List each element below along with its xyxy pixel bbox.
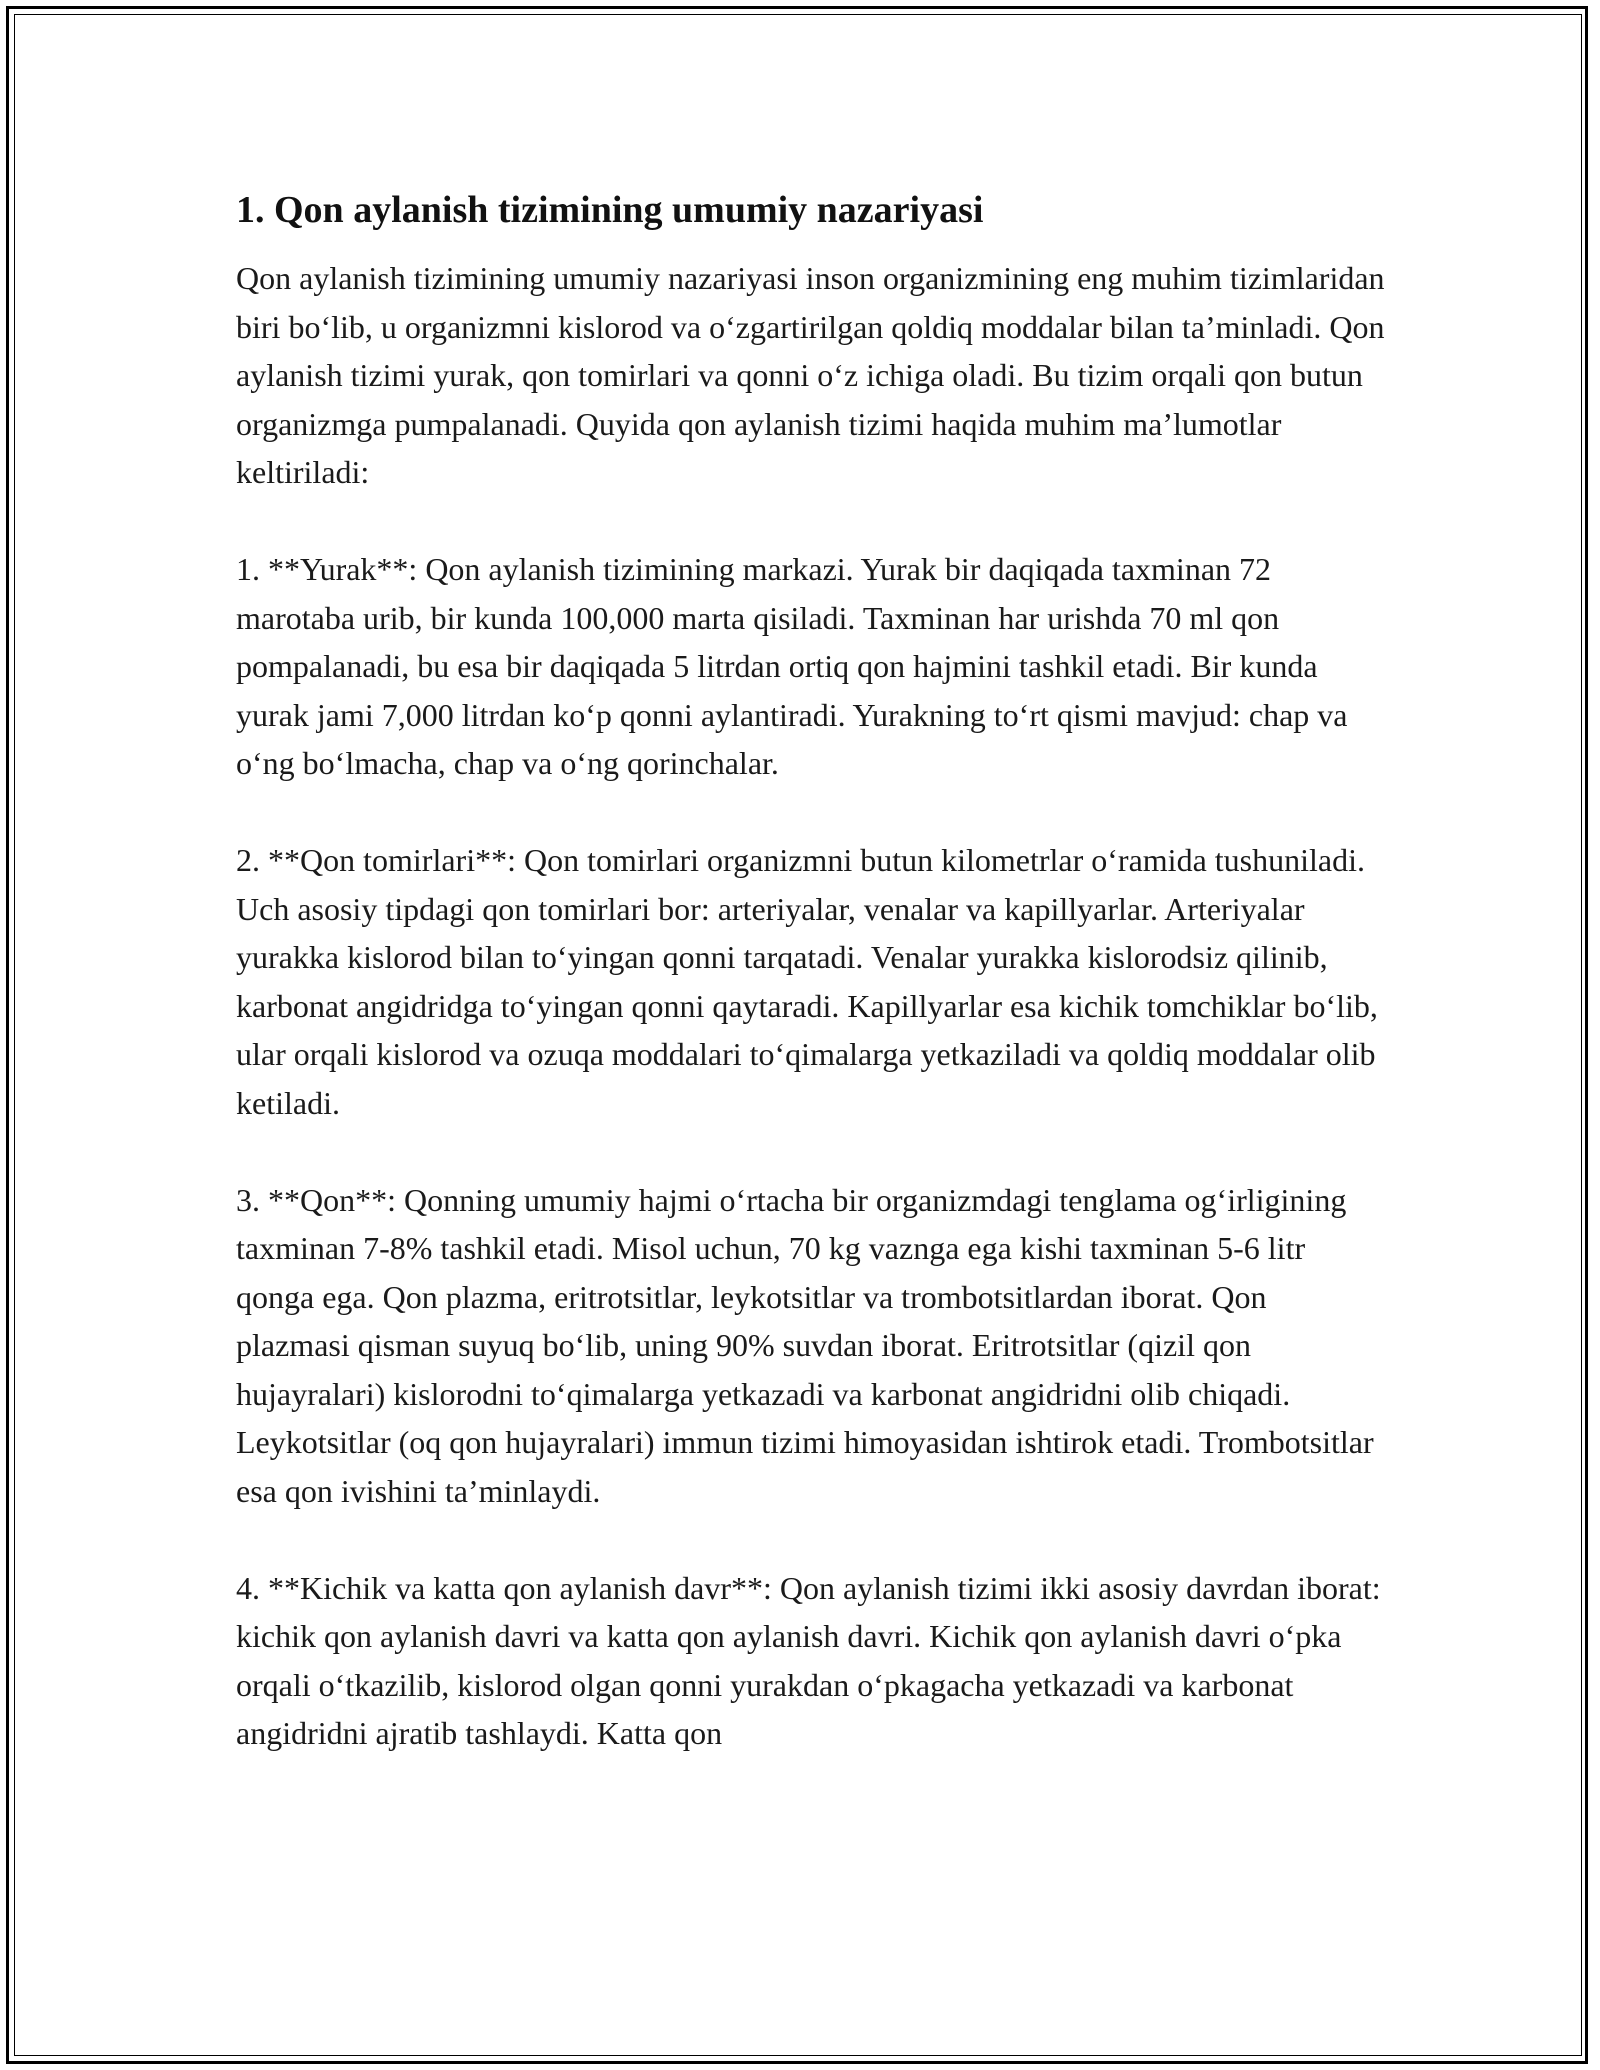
document-body [236, 186, 1386, 1806]
paragraph-blood: 3. **Qon**: Qonning umumiy hajmi o‘rtacha bir organizmdagi tenglama og‘irligining taxminan 7-8% tashkil etadi. Misol uchun, 70 kg vaznga ega kishi taxminan 5-6 litr qonga ega. Qon plazma, eritrotsitlar, leykotsitlar va trombotsitlardan iborat. Qon plazmasi qisman suyuq bo‘lib, uning 90% suvdan iborat. Eritrotsitlar (qizil qon hujayralari) kislorodni to‘qimalarga yetkazadi va karbonat angidridni olib chiqadi. Leykotsitlar (oq qon hujayralari) immun tizimi himoyasidan ishtirok etadi. Trombotsitlar esa qon ivishini ta’minlaydi. [236, 1181, 1374, 1509]
section-heading: 1. Qon aylanish tizimining umumiy nazariyasi [236, 189, 984, 231]
paragraph-circulation-cycles: 4. **Kichik va katta qon aylanish davr**: Qon aylanish tizimi ikki asosiy davrdan iborat: kichik qon aylanish davri va katta qon aylanish davri. Kichik qon aylanish davri o‘pka orqali o‘tkazilib, kislorod olgan qonni yurakdan o‘pkagacha yetkazadi va karbonat angidridni ajratib tashlaydi. Katta qon [236, 1569, 1381, 1751]
paragraph-heart: 1. **Yurak**: Qon aylanish tizimining markazi. Yurak bir daqiqada taxminan 72 marotaba urib, bir kunda 100,000 marta qisiladi. Taxminan har urishda 70 ml qon pompalanadi, bu esa bir daqiqada 5 litrdan ortiq qon hajmini tashkil etadi. Bir kunda yurak jami 7,000 litrdan ko‘p qonni aylantiradi. Yurakning to‘rt qismi mavjud: chap va o‘ng bo‘lmacha, chap va o‘ng qorinchalar. [236, 551, 1348, 781]
paragraph-blood-vessels: 2. **Qon tomirlari**: Qon tomirlari organizmni butun kilometrlar o‘ramida tushuniladi. Uch asosiy tipdagi qon tomirlari bor: arteriyalar, venalar va kapillyarlar. Arteriyalar yurakka kislorod bilan to‘yingan qonni tarqatadi. Venalar yurakka kislorodsiz qilinib, karbonat angidridga to‘yingan qonni qaytaradi. Kapillyarlar esa kichik tomchiklar bo‘lib, ular orqali kislorod va ozuqa moddalari to‘qimalarga yetkaziladi va qoldiq moddalar olib ketiladi. [236, 842, 1378, 1121]
intro-paragraph: Qon aylanish tizimining umumiy nazariyasi inson organizmining eng muhim tizimlaridan biri bo‘lib, u organizmni kislorod va o‘zgartirilgan qoldiq moddalar bilan ta’minladi. Qon aylanish tizimi yurak, qon tomirlari va qonni o‘z ichiga oladi. Bu tizim orqali qon butun organizmga pumpalanadi. Quyida qon aylanish tizimi haqida muhim ma’lumotlar keltiriladi: [236, 260, 1385, 490]
